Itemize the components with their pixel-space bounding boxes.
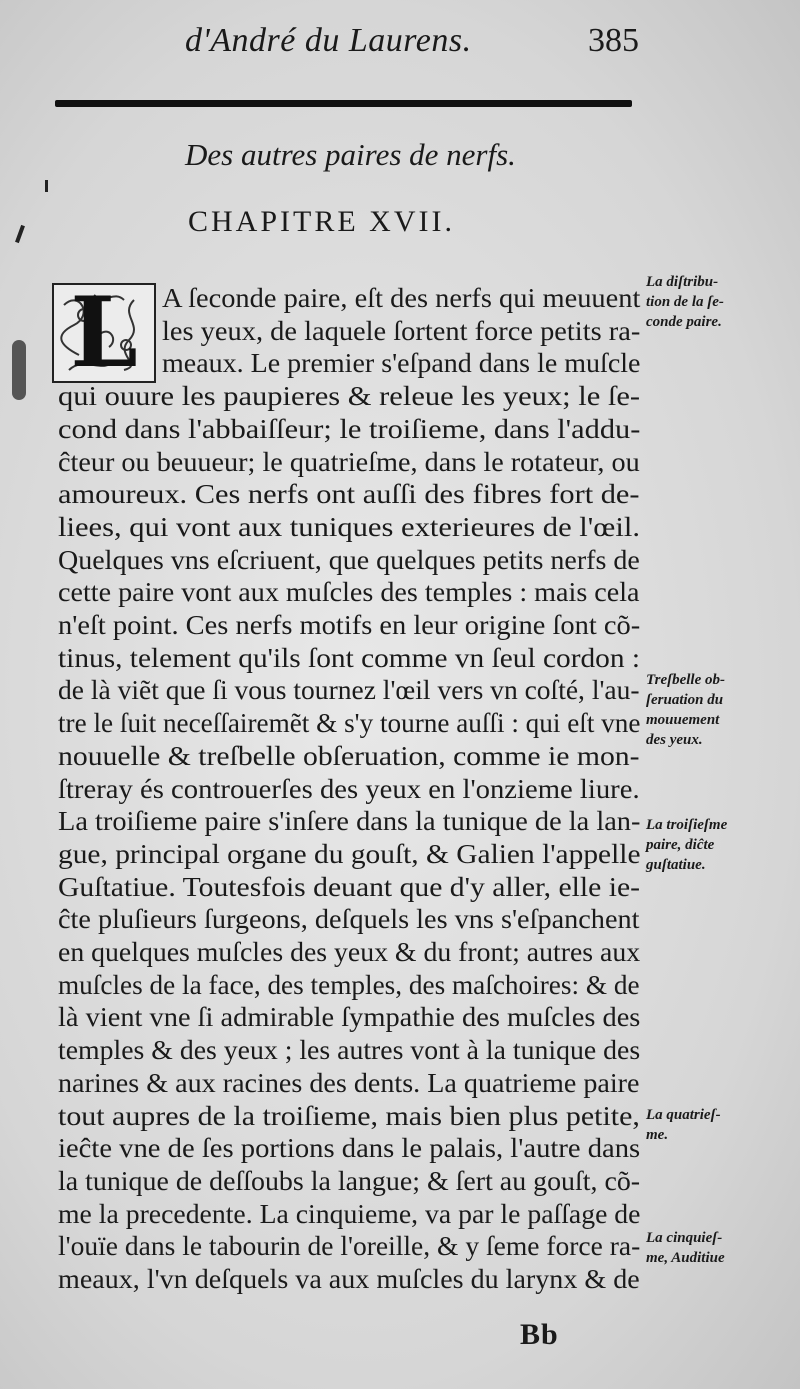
decorated-initial	[52, 276, 156, 389]
text-line: en quelques muſcles des yeux & du front; autres aux	[58, 937, 641, 967]
text-line: les yeux, de laquele ſortent force petits ra-	[162, 315, 641, 346]
text-line: nouuelle & treſbelle obſeruation, comme ie mon-	[58, 740, 640, 771]
margin-note	[646, 815, 727, 875]
running-head: d'André du Laurens.	[185, 22, 472, 59]
margin-note	[646, 670, 725, 750]
margin-note-line: des yeux.	[646, 732, 703, 748]
margin-note-line: ſeruation du	[646, 692, 724, 708]
margin-note-line: La troiſieſme	[646, 817, 728, 833]
text-line: ſtreray és controuerſes des yeux en l'onzieme liure.	[58, 773, 640, 804]
text-line: tout aupres de la troiſieme, mais bien plus petite,	[58, 1100, 640, 1131]
text-line: amoureux. Ces nerfs ont auſſi des fibres fort de-	[58, 479, 640, 510]
text-line: muſcles de la face, des temples, des maſchoires: & de	[58, 969, 640, 1000]
page-number: 385	[588, 22, 639, 59]
text-line: ieĉte vne de ſes portions dans le palais, l'autre dans	[58, 1133, 641, 1164]
text-line: ĉte pluſieurs ſurgeons, deſquels les vns s'eſpanchent	[58, 904, 640, 935]
margin-note-line: Treſbelle ob-	[646, 672, 725, 688]
text-line: me la precedente. La cinquieme, va par le paſſage de	[58, 1198, 641, 1229]
margin-note	[646, 1228, 725, 1268]
margin-note-line: mouuement	[646, 712, 720, 728]
text-line: qui ouure les paupieres & releue les yeux; le ſe-	[58, 381, 641, 412]
text-line: là vient vne ſi admirable ſympathie des muſcles des	[58, 1002, 641, 1033]
text-line: de là viẽt que ſi vous tournez l'œil vers vn coſté, l'au-	[58, 675, 640, 706]
margin-note	[646, 1105, 721, 1145]
ink-mark	[15, 225, 25, 243]
text-line: la tunique de deſſoubs la langue; & ſert au gouſt, cõ-	[58, 1165, 641, 1196]
ink-mark	[45, 180, 48, 192]
margin-note	[646, 272, 724, 332]
margin-note-line: La quatrieſ-	[646, 1107, 721, 1123]
text-line: tinus, telement qu'ils ſont comme vn ſeul cordon :	[58, 642, 641, 673]
text-line: La troiſieme paire s'inſere dans la tunique de la lan-	[58, 806, 641, 837]
page-stain	[12, 340, 26, 400]
margin-note-line: me.	[646, 1127, 669, 1143]
margin-note-line: me, Auditiue	[646, 1250, 725, 1266]
chapter-title: CHAPITRE XVII.	[188, 205, 455, 238]
text-line: A ſeconde paire, eſt des nerfs qui meuuent	[162, 283, 641, 313]
margin-note-line: paire, diĉte	[646, 837, 715, 853]
margin-note-line: La cinquieſ-	[646, 1230, 723, 1246]
text-line: Guſtatiue. Toutesfois deuant que d'y aller, elle ie-	[58, 871, 640, 902]
text-line: meaux, l'vn deſquels va aux muſcles du larynx & de	[58, 1264, 640, 1294]
text-line: cette paire vont aux muſcles des temples : mais cela	[58, 577, 640, 608]
text-line: tre le ſuit neceſſairemẽt & s'y tourne auſſi : qui eſt vne	[58, 708, 641, 739]
text-line: l'ouïe dans le tabourin de l'oreille, & y ſeme force ra-	[58, 1231, 641, 1262]
text-line: cond dans l'abbaiſſeur; le troiſieme, dans l'addu-	[58, 413, 641, 444]
text-line: narines & aux racines des dents. La quatrieme paire	[58, 1067, 640, 1098]
text-line: ĉteur ou beuueur; le quatrieſme, dans le rotateur, ou	[58, 446, 640, 477]
margin-note-line: tion de la ſe-	[646, 294, 724, 310]
text-line: liees, qui vont aux tuniques exterieures de l'œil.	[58, 511, 640, 542]
margin-note-line: conde paire.	[646, 314, 722, 330]
drop-cap-letter: L	[70, 276, 138, 389]
margin-note-line: La diſtribu-	[646, 274, 719, 290]
text-line: gue, principal organe du gouſt, & Galien l'appelle	[58, 838, 641, 869]
section-title: Des autres paires de nerfs.	[185, 137, 516, 172]
signature-mark: Bb	[520, 1318, 559, 1351]
text-line: Quelques vns eſcriuent, que quelques petits nerfs de	[58, 544, 640, 575]
text-line: n'eſt point. Ces nerfs motifs en leur origine ſont cõ-	[58, 610, 641, 640]
margin-note-line: guſtatiue.	[646, 857, 706, 873]
header-rule	[55, 100, 632, 107]
text-line: meaux. Le premier s'eſpand dans le muſcle	[162, 348, 641, 379]
text-line: temples & des yeux ; les autres vont à la tunique des	[58, 1035, 641, 1066]
